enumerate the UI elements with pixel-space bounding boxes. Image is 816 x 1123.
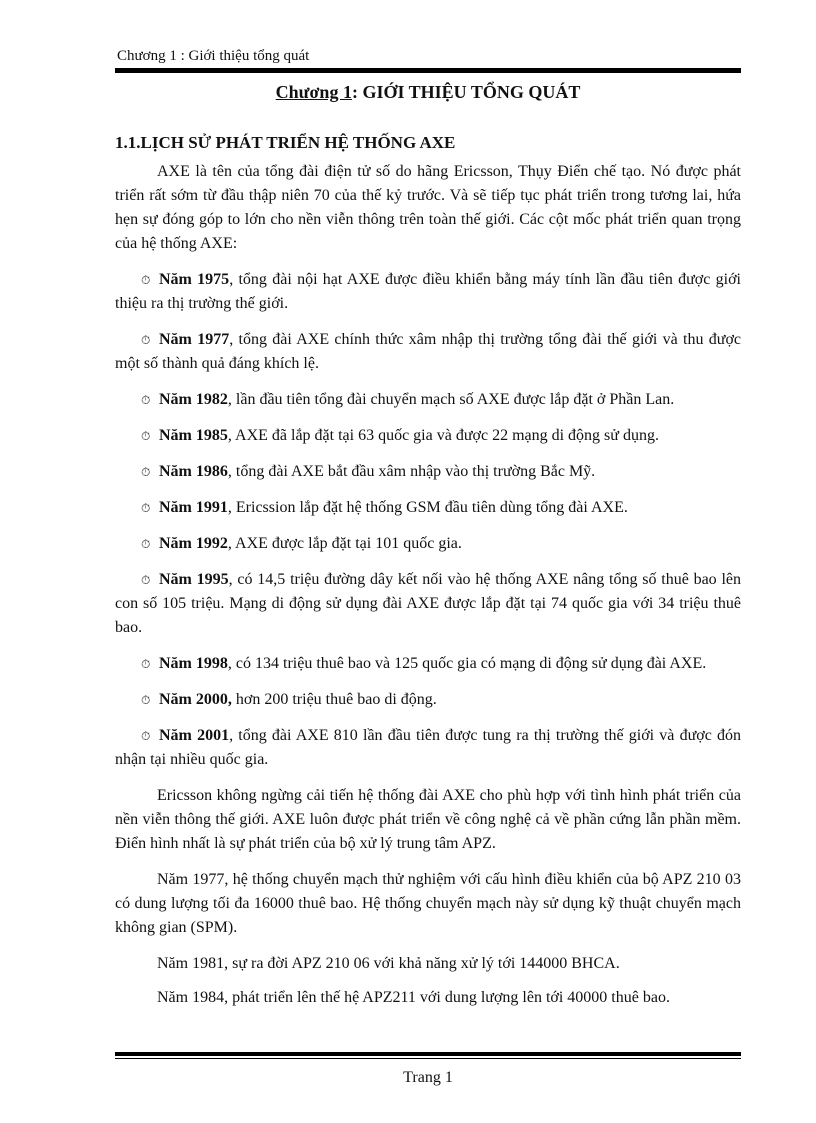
milestone-text: , AXE được lắp đặt tại 101 quốc gia. xyxy=(227,535,462,552)
milestone-year: Năm 1977 xyxy=(159,331,230,348)
milestone-text: , AXE đã lắp đặt tại 63 quốc gia và được 22 mạng di động sử dụng. xyxy=(227,427,659,444)
milestone-year: Năm 1982 xyxy=(159,391,228,408)
header-text: Chương 1 : Giới thiệu tổng quát xyxy=(117,48,310,64)
milestone-year: Năm 1991 xyxy=(159,499,228,516)
milestone-text: , có 134 triệu thuê bao và 125 quốc gia có mạng di động sử dụng đài AXE. xyxy=(227,655,707,672)
milestone-item xyxy=(115,460,741,484)
section-title: 1.1.LỊCH SỬ PHÁT TRIỂN HỆ THỐNG AXE xyxy=(115,133,456,152)
milestone-year: Năm 1998 xyxy=(159,655,228,672)
milestone-item xyxy=(115,424,741,448)
milestone-year: Năm 1995 xyxy=(159,571,229,588)
milestone-text: , lần đầu tiên tổng đài chuyển mạch số AXE được lắp đặt ở Phần Lan. xyxy=(227,391,675,408)
milestone-item xyxy=(115,688,741,712)
intro-paragraph: AXE là tên của tổng đài điện tử số do hãng Ericsson, Thụy Điển chế tạo. Nó được phát triển rất sớm từ đầu thập niên 70 của thế kỷ trước. Và sẽ tiếp tục phát triển trong tương lai, hứa hẹn sự đóng góp to lớn cho nền viễn thông trên toàn thế giới. Các cột mốc phát triển quan trọng của hệ thống AXE: xyxy=(115,163,741,252)
clock-icon: ⏱ xyxy=(141,693,151,707)
milestone-item xyxy=(115,724,741,772)
body-content xyxy=(115,160,741,1020)
milestone-text: , tổng đài AXE bắt đầu xâm nhập vào thị trường Bắc Mỹ. xyxy=(227,463,596,480)
milestone-year: Năm 1992 xyxy=(159,535,228,552)
chapter-title xyxy=(115,82,741,103)
milestone-item xyxy=(115,496,741,520)
body-paragraph: Năm 1981, sự ra đời APZ 210 06 với khả năng xử lý tới 144000 BHCA. xyxy=(157,955,620,972)
milestone-year: Năm 1986 xyxy=(159,463,228,480)
chapter-title-number: Chương 1 xyxy=(275,82,352,102)
milestone-year: Năm 1975 xyxy=(159,271,230,288)
milestone-text: , Ericssion lắp đặt hệ thống GSM đầu tiên dùng tổng đài AXE. xyxy=(227,499,628,516)
footer-rule-thick xyxy=(115,1052,741,1056)
milestone-year: Năm 1985 xyxy=(159,427,228,444)
milestone-item xyxy=(115,568,741,640)
page-number: Trang 1 xyxy=(403,1069,453,1086)
clock-icon: ⏱ xyxy=(141,657,151,671)
milestone-item xyxy=(115,268,741,316)
milestone-year: Năm 2000, xyxy=(159,691,232,708)
clock-icon: ⏱ xyxy=(141,429,151,443)
clock-icon: ⏱ xyxy=(141,465,151,479)
clock-icon: ⏱ xyxy=(141,729,151,743)
clock-icon: ⏱ xyxy=(141,501,151,515)
milestone-text: , tổng đài AXE chính thức xâm nhập thị trường tổng đài thế giới và thu được một số thành quả đáng khích lệ. xyxy=(115,331,742,372)
clock-icon: ⏱ xyxy=(141,333,151,347)
milestone-text: , tổng đài AXE 810 lần đầu tiên được tung ra thị trường thế giới và được đón nhận tại nhiều quốc gia. xyxy=(115,727,741,768)
body-paragraph: Ericsson không ngừng cải tiến hệ thống đài AXE cho phù hợp với tình hình phát triển của nền viễn thông thế giới. AXE luôn được phát triển về công nghệ cả về phần cứng lẫn phần mềm. Điển hình nhất là sự phát triển của bộ xử lý trung tâm APZ. xyxy=(115,787,741,852)
clock-icon: ⏱ xyxy=(141,573,151,587)
milestone-text: , tổng đài nội hạt AXE được điều khiển bằng máy tính lần đầu tiên được giới thiệu ra thị trường thế giới. xyxy=(115,271,742,312)
milestone-item xyxy=(115,328,741,376)
milestone-text: , có 14,5 triệu đường dây kết nối vào hệ thống AXE nâng tổng số thuê bao lên con số 105 triệu. Mạng di động sử dụng đài AXE được lắp đặt tại 74 quốc gia với 34 triệu thuê bao. xyxy=(115,571,741,636)
clock-icon: ⏱ xyxy=(141,537,151,551)
body-paragraph: Năm 1977, hệ thống chuyển mạch thử nghiệm với cấu hình điều khiển của bộ APZ 210 03 có dung lượng tối đa 16000 thuê bao. Hệ thống chuyển mạch này sử dụng kỹ thuật chuyển mạch không gian (SPM). xyxy=(115,871,741,936)
milestone-item xyxy=(115,652,741,676)
milestone-text: hơn 200 triệu thuê bao di động. xyxy=(231,691,437,708)
footer-rule-thin xyxy=(115,1058,741,1059)
milestone-year: Năm 2001 xyxy=(159,727,230,744)
milestone-item xyxy=(115,532,741,556)
clock-icon: ⏱ xyxy=(141,393,151,407)
milestone-item xyxy=(115,388,741,412)
chapter-title-text: : GIỚI THIỆU TỔNG QUÁT xyxy=(351,82,581,102)
body-paragraph: Năm 1984, phát triển lên thế hệ APZ211 với dung lượng lên tới 40000 thuê bao. xyxy=(157,989,670,1006)
clock-icon: ⏱ xyxy=(141,273,151,287)
header-rule xyxy=(115,68,741,73)
